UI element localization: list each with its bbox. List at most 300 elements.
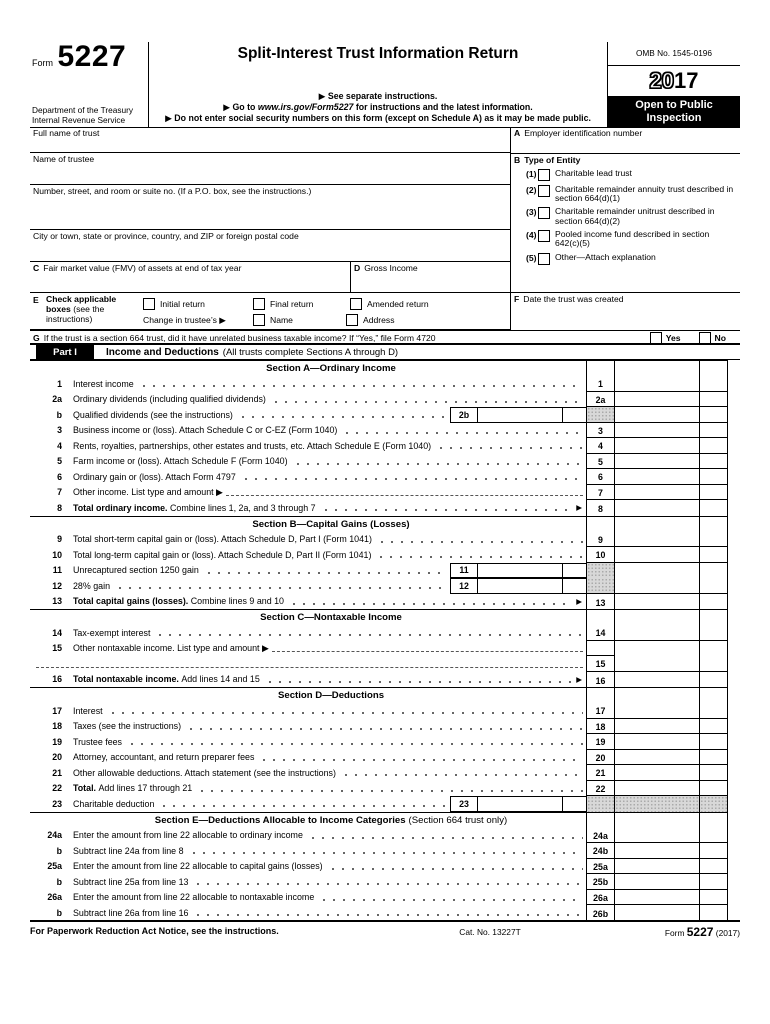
ein-field[interactable]: A Employer identification number xyxy=(510,127,740,154)
line-text: Enter the amount from line 22 allocable to nontaxable income xyxy=(73,892,315,903)
entity-type-checkbox-1[interactable] xyxy=(538,169,550,181)
applicable-boxes-label: Check applicable boxes (see the instructions) xyxy=(46,294,117,324)
bottom-rule xyxy=(30,920,740,922)
dot-leader xyxy=(257,750,583,766)
line-description xyxy=(30,438,586,454)
inline-cents-field-11[interactable] xyxy=(563,564,586,578)
line-text: Interest xyxy=(73,705,103,716)
entity-type-label: Charitable remainder annuity trust described in section 664(d)(1) xyxy=(555,183,734,204)
line-number-label: 2a xyxy=(52,394,62,405)
inline-cents-field-2b[interactable] xyxy=(563,408,586,422)
line-description xyxy=(30,765,586,781)
line-number-box-26b: 26b xyxy=(586,905,614,921)
omb-year-block xyxy=(608,42,740,127)
agency-block xyxy=(32,106,148,125)
cents-cell-9[interactable] xyxy=(699,532,727,548)
cents-cell-23 xyxy=(699,796,727,812)
line-description xyxy=(30,485,586,501)
amount-cell-12[interactable] xyxy=(614,578,699,594)
form-word: Form xyxy=(32,58,53,68)
cents-cell-22[interactable] xyxy=(699,781,727,797)
amount-cell-22[interactable] xyxy=(614,781,699,797)
form-line-row-23 xyxy=(30,796,727,812)
form-line-row-10 xyxy=(30,547,727,563)
part1-title: Income and Deductions xyxy=(106,346,219,358)
cents-cell-21[interactable] xyxy=(699,765,727,781)
street-address-field[interactable]: Number, street, and room or suite no. (If a P.O. box, see the instructions.) xyxy=(30,185,510,230)
line-text: Taxes (see the instructions) xyxy=(73,721,182,732)
amount-cell-25a[interactable] xyxy=(614,859,699,875)
line-number-label: 23 xyxy=(52,798,62,809)
line-number-box-16: 16 xyxy=(586,672,614,688)
line-text: Total. Add lines 17 through 21 xyxy=(73,783,193,794)
line-text: Rents, royalties, partnerships, other estates and trusts, etc. Attach Schedule E (Form 1040) xyxy=(73,440,432,451)
amount-cell-26a[interactable] xyxy=(614,890,699,906)
section-title-bold: Section E—Deductions Allocable to Income Categories xyxy=(154,814,406,826)
entity-type-number: (2) xyxy=(526,184,537,195)
dot-leader xyxy=(326,859,583,875)
form-line-row-4 xyxy=(30,438,727,454)
paperwork-notice: For Paperwork Reduction Act Notice, see the instructions. xyxy=(30,926,279,936)
line-text: Farm income or (loss). Attach Schedule F (Form 1040) xyxy=(73,456,288,467)
amount-cell-15[interactable] xyxy=(614,641,699,672)
line-number-label: 19 xyxy=(52,736,62,747)
city-state-zip-field[interactable]: City or town, state or province, country, and ZIP or foreign postal code xyxy=(30,230,510,262)
dot-leader xyxy=(269,392,583,408)
entity-type-item xyxy=(514,230,737,249)
agency-line1: Department of the Treasury xyxy=(32,105,133,115)
form-line-row-19 xyxy=(30,734,727,750)
final-return-checkbox[interactable] xyxy=(253,298,265,310)
dot-leader xyxy=(239,469,583,485)
line-number-label: 18 xyxy=(52,721,62,732)
amount-cell-26b[interactable] xyxy=(614,905,699,921)
line-number-label: 5 xyxy=(57,456,62,467)
amount-cell-9[interactable] xyxy=(614,532,699,548)
amended-return-checkbox[interactable] xyxy=(350,298,362,310)
entity-type-item xyxy=(514,169,737,181)
full-name-of-trust-field[interactable]: Full name of trust xyxy=(30,127,510,153)
cents-cell-26b[interactable] xyxy=(699,905,727,921)
line-description xyxy=(30,376,586,392)
line-description xyxy=(30,625,586,641)
grid-number-cell xyxy=(586,610,614,625)
cents-cell-8[interactable] xyxy=(699,500,727,516)
line-number-box-21: 21 xyxy=(586,765,614,781)
gross-income-field[interactable]: D Gross Income xyxy=(350,262,510,293)
line-number-label: 12 xyxy=(52,580,62,591)
dot-leader xyxy=(375,532,583,548)
inline-cents-field-12[interactable] xyxy=(563,579,586,593)
line-description xyxy=(30,719,586,735)
line-number-box-2b xyxy=(586,407,614,423)
amount-cell-20[interactable] xyxy=(614,750,699,766)
dot-leader xyxy=(125,734,583,750)
inline-cents-field-23[interactable] xyxy=(563,797,586,811)
part1-label: Part I xyxy=(36,345,94,359)
omb-number: OMB No. 1545-0196 xyxy=(608,42,740,66)
form-line-row-21 xyxy=(30,765,727,781)
line-number-label: b xyxy=(56,845,62,856)
form-line-row-15 xyxy=(30,641,727,672)
applicable-boxes-row: E Check applicable boxes (see the instructions) Initial return Final return Amended return Change in trustee’s ▶ Name Address xyxy=(30,293,510,330)
amount-cell-3[interactable] xyxy=(614,423,699,439)
return-type-checkboxes: Initial return Final return Amended return xyxy=(143,298,429,310)
entity-type-list xyxy=(514,169,737,265)
trust-created-date-field[interactable]: F Date the trust was created xyxy=(510,293,740,330)
line-text: Other allowable deductions. Attach statement (see the instructions) xyxy=(73,767,336,778)
dot-leader xyxy=(236,407,447,423)
entity-type-checkbox-wrap xyxy=(538,253,555,265)
cents-cell-16[interactable] xyxy=(699,672,727,688)
amount-cell-7[interactable] xyxy=(614,485,699,501)
line-number-label: 15 xyxy=(52,643,62,654)
line-description xyxy=(30,672,586,688)
grid-number-cell xyxy=(586,361,614,376)
dot-leader xyxy=(187,843,583,859)
line-description xyxy=(30,578,586,594)
line-number-label: 20 xyxy=(52,752,62,763)
line-number-box-9: 9 xyxy=(586,532,614,548)
year-outline: 20 xyxy=(649,68,674,93)
cents-cell-24a[interactable] xyxy=(699,828,727,844)
section-title-normal: (Section 664 trust only) xyxy=(408,814,508,826)
grid-cents-cell xyxy=(699,813,727,828)
dot-leader xyxy=(137,376,583,392)
dot-leader xyxy=(157,796,447,812)
open-to-public-badge: Open to Public Inspection xyxy=(608,96,740,127)
cents-cell-18[interactable] xyxy=(699,719,727,735)
line-description xyxy=(30,828,586,844)
amount-cell-11[interactable] xyxy=(614,563,699,579)
section-title xyxy=(30,517,586,532)
cents-cell-24b[interactable] xyxy=(699,843,727,859)
amount-cell-24b[interactable] xyxy=(614,843,699,859)
amount-cell-19[interactable] xyxy=(614,734,699,750)
inline-amount-field-11[interactable] xyxy=(478,564,563,578)
write-in-line[interactable] xyxy=(272,651,583,652)
amount-cell-5[interactable] xyxy=(614,454,699,470)
line-number-box-18: 18 xyxy=(586,719,614,735)
g-yes-checkbox[interactable] xyxy=(650,332,662,344)
line-text: Qualified dividends (see the instructions) xyxy=(73,409,233,420)
line-description xyxy=(30,890,586,906)
entity-type-label: Charitable lead trust xyxy=(555,168,632,178)
cents-cell-19[interactable] xyxy=(699,734,727,750)
line-number-box-10: 10 xyxy=(586,547,614,563)
agency-line2: Internal Revenue Service xyxy=(32,114,126,125)
line-number-label: 21 xyxy=(52,767,62,778)
form-line-row-16 xyxy=(30,672,727,688)
line-number-box-15 xyxy=(586,641,614,672)
cents-cell-2a[interactable] xyxy=(699,392,727,408)
line-number-box-24b: 24b xyxy=(586,843,614,859)
line-text: Other nontaxable income. List type and amount ▶ xyxy=(73,642,269,653)
entity-type-number: (3) xyxy=(526,207,537,218)
inline-box-number: 12 xyxy=(451,579,478,593)
line-description xyxy=(30,454,586,470)
cents-cell-25a[interactable] xyxy=(699,859,727,875)
entity-type-number: (4) xyxy=(526,229,537,240)
line-number-label: b xyxy=(56,409,62,420)
form-line-row-11 xyxy=(30,563,727,579)
line-number-box-22: 22 xyxy=(586,781,614,797)
line-description xyxy=(30,859,586,875)
section-header-row xyxy=(30,812,727,828)
grid-amount-cell xyxy=(614,610,699,625)
line15-second-line xyxy=(30,656,586,672)
inline-amount-field-2b[interactable] xyxy=(478,408,563,422)
line-number-label: 16 xyxy=(52,674,62,685)
amount-cell-1[interactable] xyxy=(614,376,699,392)
line15-two-lines xyxy=(30,641,586,672)
tax-year xyxy=(608,66,740,96)
line-description xyxy=(30,594,586,610)
line-number-box-19: 19 xyxy=(586,734,614,750)
section-header-row xyxy=(30,609,727,625)
trustee-address-change-checkbox[interactable] xyxy=(346,314,358,326)
line-number-label: b xyxy=(56,876,62,887)
cents-cell-25b[interactable] xyxy=(699,874,727,890)
amount-cell-14[interactable] xyxy=(614,625,699,641)
line-text: Total ordinary income. Combine lines 1, 2a, and 3 through 7 xyxy=(73,502,316,513)
entity-type-checkbox-wrap xyxy=(538,230,555,249)
line-number-box-23 xyxy=(586,796,614,812)
line-text: 28% gain xyxy=(73,580,111,591)
line-number-box-17: 17 xyxy=(586,703,614,719)
line15-first-line xyxy=(30,641,586,657)
entity-type-item xyxy=(514,185,737,204)
line-number-box-8: 8 xyxy=(586,500,614,516)
write-in-line[interactable] xyxy=(226,495,583,496)
line-description xyxy=(30,500,586,516)
cents-cell-5[interactable] xyxy=(699,454,727,470)
form-title-block xyxy=(148,42,608,127)
line-number-box-4: 4 xyxy=(586,438,614,454)
initial-return-checkbox[interactable] xyxy=(143,298,155,310)
catalog-number: Cat. No. 13227T xyxy=(459,927,521,937)
line-description xyxy=(30,563,586,579)
line-number-box-14: 14 xyxy=(586,625,614,641)
form-line-row-13 xyxy=(30,594,727,610)
line-text: Attorney, accountant, and return preparer fees xyxy=(73,752,255,763)
line-text: Enter the amount from line 22 allocable to capital gains (losses) xyxy=(73,861,323,872)
line-text: Trustee fees xyxy=(73,736,122,747)
form-line-row-22 xyxy=(30,781,727,797)
line-number-label: 9 xyxy=(57,534,62,545)
line-number-box-25b: 25b xyxy=(586,874,614,890)
form-line-row-20 xyxy=(30,750,727,766)
cents-cell-7[interactable] xyxy=(699,485,727,501)
amount-cell-17[interactable] xyxy=(614,703,699,719)
line-description xyxy=(30,469,586,485)
amount-cell-2b[interactable] xyxy=(614,407,699,423)
form-line-row-8 xyxy=(30,500,727,516)
cents-cell-10[interactable] xyxy=(699,547,727,563)
amount-cell-8[interactable] xyxy=(614,500,699,516)
line-description xyxy=(30,532,586,548)
line-text: Unrecaptured section 1250 gain xyxy=(73,565,199,576)
instruction-line-1: ▶ See separate instructions. xyxy=(318,91,438,101)
line-text: Total capital gains (losses). Combine lines 9 and 10 xyxy=(73,596,284,607)
form-line-row-26b xyxy=(30,905,727,921)
section-title xyxy=(30,688,586,703)
trustee-name-change-checkbox[interactable] xyxy=(253,314,265,326)
cents-cell-20[interactable] xyxy=(699,750,727,766)
amount-cell-10[interactable] xyxy=(614,547,699,563)
entity-type-checkbox-2[interactable] xyxy=(538,185,550,197)
section-title-bold: Section C—Nontaxable Income xyxy=(260,612,402,623)
part1-header-bar xyxy=(30,343,740,360)
line-text: Subtract line 24a from line 8 xyxy=(73,845,184,856)
line-description xyxy=(30,547,586,563)
cents-cell-2b[interactable] xyxy=(699,407,727,423)
inline-amount-field-12[interactable] xyxy=(478,579,563,593)
instruction-line-3: ▶ Do not enter social security numbers on this form (except on Schedule A) as it may be made public. xyxy=(165,113,591,123)
line-text: Business income or (loss). Attach Schedule C or C-EZ (Form 1040) xyxy=(73,425,338,436)
amount-cell-2a[interactable] xyxy=(614,392,699,408)
form-line-row-2a xyxy=(30,392,727,408)
footer-form-id: Form 5227 (2017) xyxy=(664,925,740,939)
line-description xyxy=(30,392,586,408)
g-no-checkbox[interactable] xyxy=(699,332,711,344)
line-number-label: 3 xyxy=(57,425,62,436)
form-line-row-12 xyxy=(30,578,727,594)
write-in-line[interactable] xyxy=(36,667,583,668)
line-number-box-26a: 26a xyxy=(586,890,614,906)
entity-type-number: (5) xyxy=(526,252,537,263)
line-description xyxy=(30,905,586,921)
dot-leader xyxy=(291,454,583,470)
dot-leader xyxy=(191,905,583,921)
cents-cell-6[interactable] xyxy=(699,469,727,485)
line-description xyxy=(30,641,586,672)
form-line-row-1 xyxy=(30,376,727,392)
amount-cell-16[interactable] xyxy=(614,672,699,688)
form-line-row-17 xyxy=(30,703,727,719)
part1-subtitle: (All trusts complete Sections A through D) xyxy=(222,346,399,358)
dot-leader xyxy=(184,719,583,735)
cents-cell-17[interactable] xyxy=(699,703,727,719)
amount-cell-6[interactable] xyxy=(614,469,699,485)
line-number-box-24a: 24a xyxy=(586,828,614,844)
amount-cell-21[interactable] xyxy=(614,765,699,781)
line15-number: 15 xyxy=(595,659,606,669)
line-number-label: 11 xyxy=(52,565,62,576)
instruction-line-2: ▶ Go to www.irs.gov/Form5227 for instructions and the latest information. xyxy=(223,102,533,112)
arrow-icon: ▶ xyxy=(576,596,582,606)
entity-type-checkbox-3[interactable] xyxy=(538,207,550,219)
line-text: Total nontaxable income. Add lines 14 and 15 xyxy=(73,674,260,685)
inline-amount-field-23[interactable] xyxy=(478,797,563,811)
inline-entry-box-2b xyxy=(450,407,586,423)
entity-type-checkbox-wrap xyxy=(538,169,555,181)
form-line-row-3 xyxy=(30,423,727,439)
entity-type-checkbox-4[interactable] xyxy=(538,230,550,242)
form-title: Split-Interest Trust Information Return xyxy=(237,45,519,62)
dot-leader xyxy=(306,828,583,844)
dot-leader xyxy=(106,703,583,719)
line-text: Subtract line 25a from line 13 xyxy=(73,876,189,887)
section-title-bold: Section D—Deductions xyxy=(277,690,385,701)
line-number-box-13: 13 xyxy=(586,594,614,610)
cents-cell-15[interactable] xyxy=(699,641,727,672)
amount-cell-13[interactable] xyxy=(614,594,699,610)
line-number-label: 13 xyxy=(52,596,62,607)
inline-entry-box-11 xyxy=(450,563,586,579)
amount-cell-4[interactable] xyxy=(614,438,699,454)
cents-cell-1[interactable] xyxy=(699,376,727,392)
amount-cell-18[interactable] xyxy=(614,719,699,735)
dot-leader xyxy=(434,438,583,454)
line-number-label: 4 xyxy=(57,440,62,451)
cents-cell-14[interactable] xyxy=(699,625,727,641)
inline-box-number: 23 xyxy=(451,797,478,811)
entity-type-label: Charitable remainder unitrust described in section 664(d)(2) xyxy=(555,206,715,226)
entity-type-label: Pooled income fund described in section 642(c)(5) xyxy=(555,228,710,249)
fmv-assets-field[interactable]: C Fair market value (FMV) of assets at end of tax year xyxy=(30,262,350,293)
entity-type-item xyxy=(514,253,737,265)
line-number-label: 14 xyxy=(52,627,62,638)
line-number-label: 1 xyxy=(57,378,62,389)
form-header xyxy=(30,42,740,128)
grid-number-cell xyxy=(586,688,614,703)
line-text: Total short-term capital gain or (loss). Attach Schedule D, Part I (Form 1041) xyxy=(73,534,372,545)
section-header-row xyxy=(30,516,727,532)
line-text: Tax-exempt interest xyxy=(73,627,151,638)
irs-url: www.irs.gov/Form5227 xyxy=(257,102,354,112)
dot-leader xyxy=(317,890,583,906)
form-line-row-18 xyxy=(30,719,727,735)
dot-leader xyxy=(191,874,583,890)
cents-cell-26a[interactable] xyxy=(699,890,727,906)
entity-type-number: (1) xyxy=(526,169,537,179)
line-number-label: 25a xyxy=(47,861,62,872)
cents-cell-4[interactable] xyxy=(699,438,727,454)
line15-upper-cell xyxy=(587,641,614,657)
amount-cell-25b[interactable] xyxy=(614,874,699,890)
grid-amount-cell xyxy=(614,813,699,828)
cents-cell-11[interactable] xyxy=(699,563,727,579)
line-number-box-1: 1 xyxy=(586,376,614,392)
inline-box-number: 2b xyxy=(451,408,478,422)
line-number-box-6: 6 xyxy=(586,469,614,485)
line-text: Enter the amount from line 22 allocable to ordinary income xyxy=(73,830,303,841)
cents-cell-3[interactable] xyxy=(699,423,727,439)
line-text: Ordinary dividends (including qualified dividends) xyxy=(73,394,266,405)
unrelated-income-question-row: G If the trust is a section 664 trust, did it have unrelated business taxable income? If “Yes,” file Form 4720 Yes No xyxy=(30,330,740,344)
form-line-row-26a xyxy=(30,890,727,906)
entity-type-checkbox-5[interactable] xyxy=(538,253,550,265)
cents-cell-12[interactable] xyxy=(699,578,727,594)
section-title xyxy=(30,813,586,828)
dot-leader xyxy=(340,423,583,439)
name-of-trustee-field[interactable]: Name of trustee xyxy=(30,153,510,185)
cents-cell-13[interactable] xyxy=(699,594,727,610)
line-description xyxy=(30,703,586,719)
amount-cell-24a[interactable] xyxy=(614,828,699,844)
line-number-box-5: 5 xyxy=(586,454,614,470)
section-header-row xyxy=(30,687,727,703)
section-title xyxy=(30,610,586,625)
form-line-row-25b xyxy=(30,874,727,890)
grid-cents-cell xyxy=(699,517,727,532)
dot-leader xyxy=(153,625,583,641)
line-text: Ordinary gain or (loss). Attach Form 4797 xyxy=(73,471,236,482)
grid-cents-cell xyxy=(699,688,727,703)
dot-leader xyxy=(263,672,573,688)
entity-type-checkbox-wrap xyxy=(538,185,555,204)
